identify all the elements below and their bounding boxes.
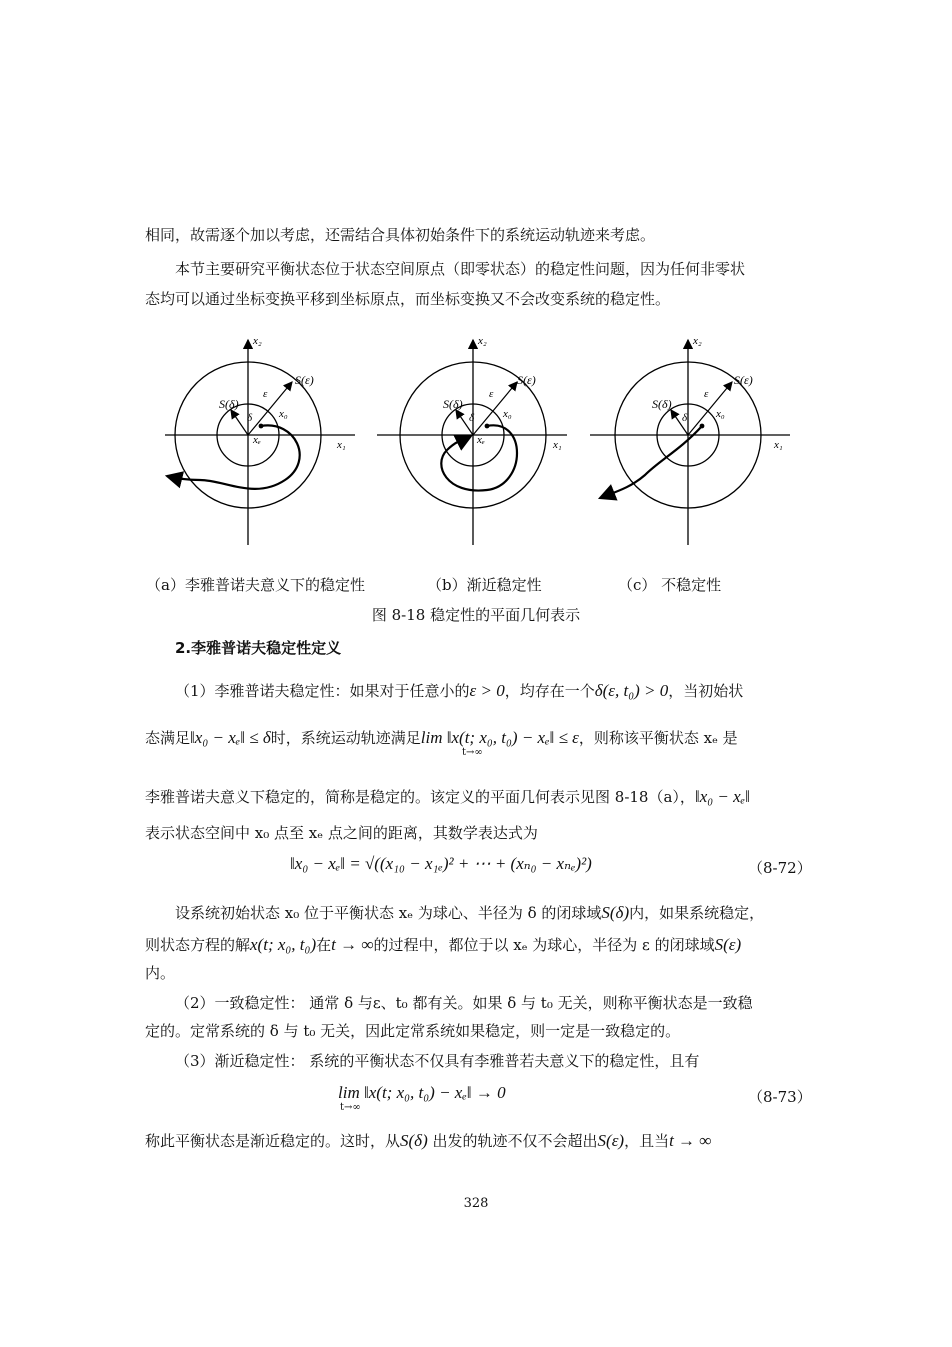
delta-label: δ — [682, 412, 688, 424]
x1-label: x₁ — [337, 439, 346, 451]
lim-subscript-73: t→∞ — [340, 1102, 361, 1113]
s-delta-label: S(δ) — [443, 397, 463, 411]
panel-a-diagram — [165, 335, 355, 545]
page-number: 328 — [463, 1196, 489, 1211]
def1-line4: 表示状态空间中 x₀ 点至 xₑ 点之间的距离，其数学表达式为 — [145, 824, 538, 842]
s-delta-label: S(δ) — [219, 397, 239, 411]
x1-label: x₁ — [553, 439, 562, 451]
paragraph-line: 态均可以通过坐标变换平移到坐标原点，而坐标变换又不会改变系统的稳定性。 — [145, 290, 671, 308]
def3-line1: （3）渐近稳定性： 系统的平衡状态不仅具有李雅普若夫意义下的稳定性，且有 — [175, 1052, 700, 1070]
def1-line1: （1）李雅普诺夫稳定性：如果对于任意小的ε > 0，均存在一个δ(ε, t₀) > 0，当初始状 — [175, 681, 744, 700]
paragraph-line: 本节主要研究平衡状态位于状态空间原点（即零状态）的稳定性问题，因为任何非零状 — [175, 260, 746, 278]
x0-label: x₀ — [503, 408, 512, 420]
def1-line3: 李雅普诺夫意义下稳定的，简称是稳定的。该定义的平面几何表示见图 8-18（a），‖x₀ − xₑ‖ — [145, 787, 750, 806]
equation-8-73: lim ‖x(t; x₀, t₀) − xₑ‖ → 0 — [338, 1083, 506, 1102]
eps-label: ε — [704, 388, 709, 400]
x1-label: x₁ — [774, 439, 783, 451]
caption-b: （b）渐近稳定性 — [427, 576, 542, 594]
def2-line1: （2）一致稳定性： 通常 δ 与ε、t₀ 都有关。如果 δ 与 t₀ 无关，则称平衡状态是一致稳 — [175, 994, 753, 1012]
set-line2: 则状态方程的解x(t; x₀, t₀)在t → ∞的过程中，都位于以 xₑ 为球心，半径为 ε 的闭球域S(ε) — [145, 935, 742, 954]
xe-label: xₑ — [253, 434, 261, 446]
s-eps-label: S(ε) — [734, 373, 753, 387]
delta-label: δ — [247, 412, 253, 424]
x2-label: x₂ — [693, 335, 702, 347]
s-delta-label: S(δ) — [652, 397, 672, 411]
panel-b-diagram — [377, 335, 567, 545]
eps-label: ε — [489, 388, 494, 400]
delta-label: δ — [469, 412, 475, 424]
caption-a: （a）李雅普诺夫意义下的稳定性 — [146, 576, 365, 594]
equation-8-72: ‖x₀ − xₑ‖ = √((x₁₀ − x₁ₑ)² + ⋯ + (xₙ₀ − xₙₑ)²) — [290, 854, 592, 873]
s-eps-label: S(ε) — [517, 373, 536, 387]
x2-label: x₂ — [478, 335, 487, 347]
equation-number-8-73: （8-73） — [748, 1088, 812, 1106]
caption-c: （c） 不稳定性 — [618, 576, 722, 594]
x0-label: x₀ — [716, 408, 725, 420]
eps-label: ε — [263, 388, 268, 400]
s-eps-label: S(ε) — [295, 373, 314, 387]
x2-label: x₂ — [253, 335, 262, 347]
lim-subscript: t→∞ — [462, 747, 483, 758]
paragraph-line: 相同，故需逐个加以考虑，还需结合具体初始条件下的系统运动轨迹来考虑。 — [145, 226, 656, 244]
section-heading: 2.李雅普诺夫稳定性定义 — [175, 639, 342, 657]
def1-line2: 态满足‖x₀ − xₑ‖ ≤ δ时，系统运动轨迹满足lim ‖x(t; x₀, t₀) − xₑ‖ ≤ ε，则称该平衡状态 xₑ 是 — [145, 728, 738, 747]
xe-label: xₑ — [477, 434, 485, 446]
equation-number-8-72: （8-72） — [748, 859, 812, 877]
stability-figure — [145, 330, 815, 555]
x0-label: x₀ — [279, 408, 288, 420]
panel-c-diagram — [590, 335, 790, 545]
set-line3: 内。 — [145, 964, 176, 982]
last-line: 称此平衡状态是渐近稳定的。这时，从S(δ) 出发的轨迹不仅不会超出S(ε)，且当t → ∞ — [145, 1131, 712, 1150]
def2-line2: 定的。定常系统的 δ 与 t₀ 无关，因此定常系统如果稳定，则一定是一致稳定的。 — [145, 1022, 681, 1040]
set-line1: 设系统初始状态 x₀ 位于平衡状态 xₑ 为球心、半径为 δ 的闭球域S(δ)内，如果系统稳定， — [175, 903, 765, 922]
figure-title: 图 8-18 稳定性的平面几何表示 — [371, 606, 581, 624]
